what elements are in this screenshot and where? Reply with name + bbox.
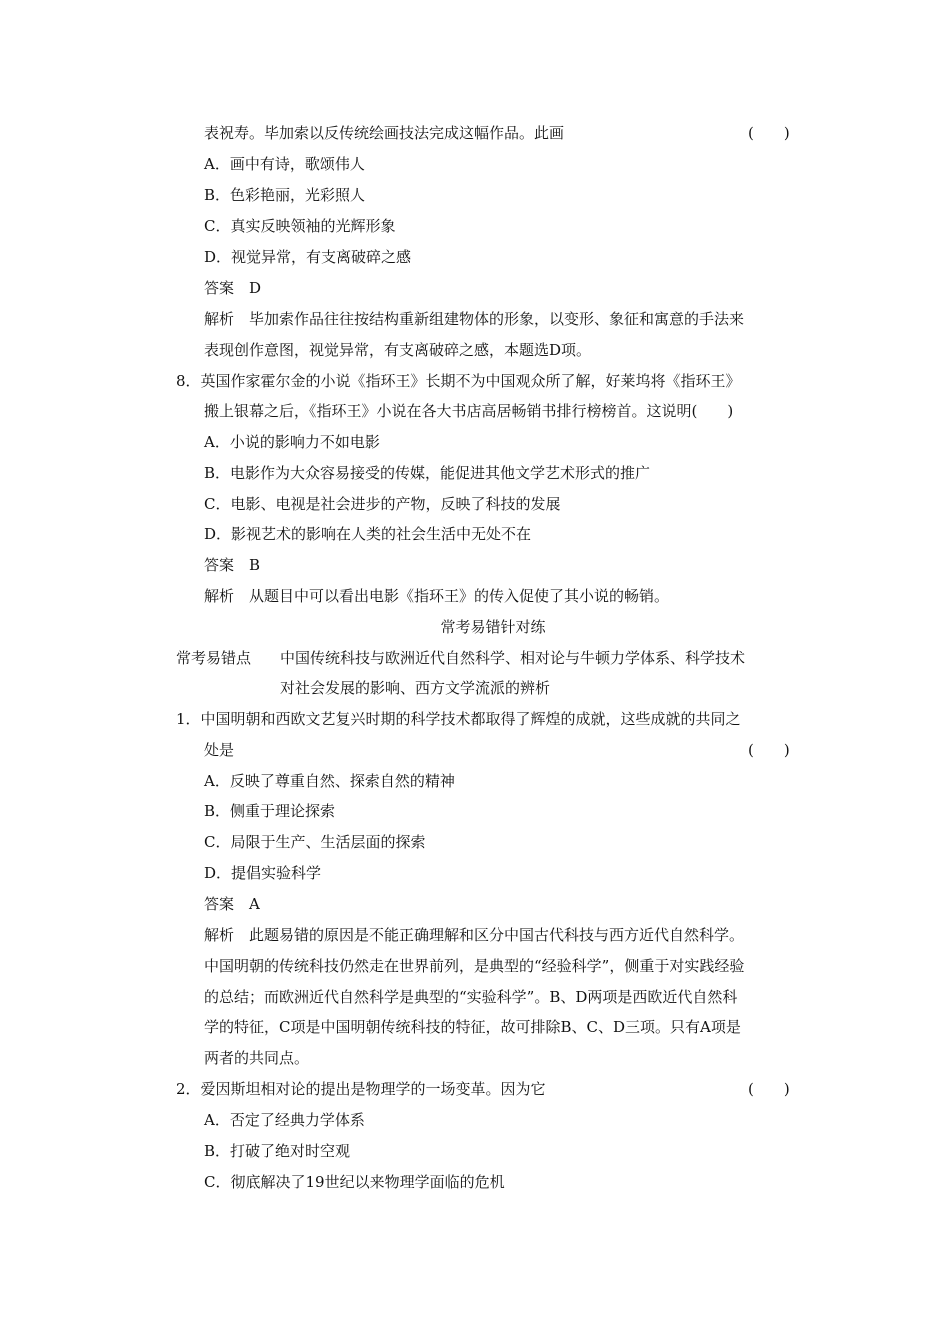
q8-option-b: B．电影作为大众容易接受的传媒，能促进其他文学艺术形式的推广 xyxy=(204,464,651,482)
p1-analysis-line: 两者的共同点。 xyxy=(204,1049,310,1067)
p1-stem-line: 处是 xyxy=(204,741,235,759)
p1-option-b: B．侧重于理论探索 xyxy=(204,802,336,820)
q7-option-b: B．色彩艳丽，光彩照人 xyxy=(204,186,366,204)
p1-option-d: D．提倡实验科学 xyxy=(204,864,322,882)
q8-option-d: D．影视艺术的影响在人类的社会生活中无处不在 xyxy=(204,525,532,543)
p1-option-c: C．局限于生产、生活层面的探索 xyxy=(204,833,426,851)
q7-answer: 答案 D xyxy=(204,279,262,297)
q7-analysis-line: 解析 毕加索作品往往按结构重新组建物体的形象，以变形、象征和寓意的手法来 xyxy=(204,310,745,328)
p2-option-a: A．否定了经典力学体系 xyxy=(204,1111,365,1129)
section-desc-line: 对社会发展的影响、西方文学流派的辨析 xyxy=(280,679,551,697)
p2-stem-line: 2．爱因斯坦相对论的提出是物理学的一场变革。因为它 xyxy=(176,1080,546,1098)
q8-stem-line: 8．英国作家霍尔金的小说《指环王》长期不为中国观众所了解，好莱坞将《指环王》 xyxy=(176,372,741,390)
q7-option-d: D．视觉异常，有支离破碎之感 xyxy=(204,248,412,266)
p1-analysis-line: 中国明朝的传统科技仍然走在世界前列，是典型的“经验科学”，侧重于对实践经验 xyxy=(204,957,745,975)
p1-analysis-line: 解析 此题易错的原因是不能正确理解和区分中国古代科技与西方近代自然科学。 xyxy=(204,926,745,944)
p2-answer-bracket: ( ) xyxy=(748,1080,790,1098)
q7-answer-bracket: ( ) xyxy=(748,124,790,142)
q7-option-c: C．真实反映领袖的光辉形象 xyxy=(204,217,396,235)
q8-option-a: A．小说的影响力不如电影 xyxy=(204,433,380,451)
p1-answer-bracket: ( ) xyxy=(748,741,790,759)
section-desc-line: 中国传统科技与欧洲近代自然科学、相对论与牛顿力学体系、科学技术 xyxy=(280,649,746,667)
p1-analysis-line: 学的特征，C项是中国明朝传统科技的特征，故可排除B、C、D三项。只有A项是 xyxy=(204,1018,741,1036)
q7-option-a: A．画中有诗，歌颂伟人 xyxy=(204,155,365,173)
p1-answer: 答案 A xyxy=(204,895,260,913)
q7-stem-line: 表祝寿。毕加索以反传统绘画技法完成这幅作品。此画 xyxy=(204,124,565,142)
q8-answer: 答案 B xyxy=(204,556,261,574)
p1-option-a: A．反映了尊重自然、探索自然的精神 xyxy=(204,772,455,790)
q8-analysis-line: 解析 从题目中可以看出电影《指环王》的传入促使了其小说的畅销。 xyxy=(204,587,670,605)
q8-option-c: C．电影、电视是社会进步的产物，反映了科技的发展 xyxy=(204,495,561,513)
p2-option-c: C．彻底解决了19世纪以来物理学面临的危机 xyxy=(204,1173,505,1191)
section-title: 常考易错针对练 xyxy=(440,618,546,636)
p1-analysis-line: 的总结；而欧洲近代自然科学是典型的“实验科学”。B、D两项是西欧近代自然科 xyxy=(204,988,738,1006)
p2-option-b: B．打破了绝对时空观 xyxy=(204,1142,351,1160)
p1-stem-line: 1．中国明朝和西欧文艺复兴时期的科学技术都取得了辉煌的成就，这些成就的共同之 xyxy=(176,710,741,728)
q8-stem-line: 搬上银幕之后，《指环王》小说在各大书店高居畅销书排行榜榜首。这说明( ) xyxy=(204,402,734,420)
section-label: 常考易错点 xyxy=(176,649,252,667)
q7-analysis-line: 表现创作意图，视觉异常，有支离破碎之感，本题选D项。 xyxy=(204,341,592,359)
